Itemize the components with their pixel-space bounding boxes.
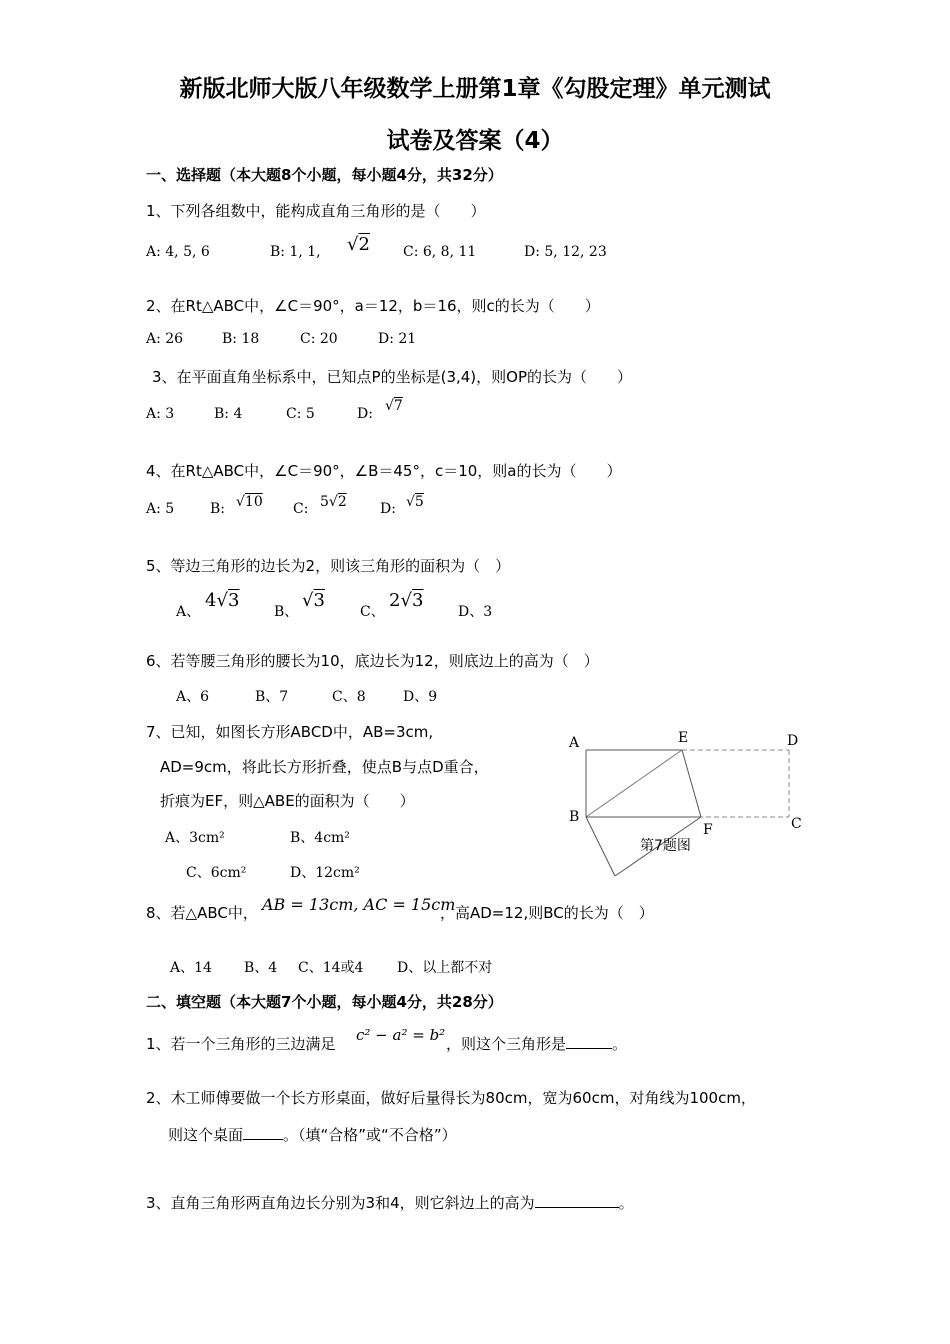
q6-option-d: D、9 <box>403 689 438 705</box>
label-e: E <box>678 730 689 746</box>
section-heading-choice: 一、选择题（本大题8个小题，每小题4分，共32分） <box>146 166 503 184</box>
question-4-text: 4、在Rt△ABC中，∠C＝90°，∠B＝45°，c＝10，则a的长为（ ） <box>146 462 622 480</box>
q1-option-a: A: 4, 5, 6 <box>146 244 210 260</box>
q5-option-c: C、 <box>360 604 385 620</box>
figure-caption: 第7题图 <box>640 838 691 854</box>
q6-option-c: C、8 <box>332 689 366 705</box>
section-heading-fill: 二、填空题（本大题7个小题，每小题4分，共28分） <box>146 993 503 1011</box>
fill-1-formula: c² − a² = b² <box>356 1026 446 1044</box>
question-5-text: 5、等边三角形的边长为2，则该三角形的面积为（ ） <box>146 557 511 575</box>
fill-1-suffix-line: ，则这个三角形是 。 <box>446 1035 628 1053</box>
q2-option-a: A: 26 <box>146 331 184 347</box>
line-be <box>586 750 682 817</box>
q5-option-b-sqrt: √3 <box>302 590 325 611</box>
q2-option-c: C: 20 <box>300 331 338 347</box>
label-a: A <box>569 735 580 751</box>
q1-option-d: D: 5, 12, 23 <box>524 244 607 260</box>
question-7-line1: 7、已知，如图长方形ABCD中，AB=3cm, <box>146 723 434 741</box>
fill-1-blank[interactable] <box>566 1048 612 1049</box>
label-d: D <box>787 733 799 749</box>
q4-option-c: C: <box>293 501 309 517</box>
q6-option-b: B、7 <box>255 689 289 705</box>
q4-option-d-sqrt: √5 <box>406 494 424 510</box>
question-7-line3: 折痕为EF，则△ABE的面积为（ ） <box>160 792 415 810</box>
q5-option-b: B、 <box>274 604 299 620</box>
q4-option-b: B: <box>210 501 226 517</box>
q3-option-a: A: 3 <box>146 406 175 422</box>
fill-3-blank[interactable] <box>535 1207 619 1208</box>
q3-option-d-sqrt: √7 <box>385 398 403 414</box>
q7-option-d: D、12cm² <box>290 865 360 881</box>
q8-option-a: A、14 <box>170 960 212 976</box>
q6-option-a: A、6 <box>176 689 210 705</box>
page-title-line2: 试卷及答案（4） <box>386 128 564 154</box>
label-b: B <box>569 809 580 825</box>
q5-option-a: A、 <box>176 604 201 620</box>
fill-2-line2: 则这个桌面 。（填“合格”或“不合格”） <box>168 1126 457 1144</box>
fill-1-prefix: 1、若一个三角形的三边满足 <box>146 1035 336 1053</box>
q1-option-b: B: 1, 1, <box>270 244 321 260</box>
q5-option-a-value: 4√3 <box>205 590 240 611</box>
q7-option-b: B、4cm² <box>290 830 350 846</box>
label-c: C <box>791 816 802 832</box>
fold-line-ef <box>682 750 701 817</box>
q7-option-a: A、3cm² <box>165 830 225 846</box>
question-7-line2: AD=9cm，将此长方形折叠，使点B与点D重合， <box>160 758 489 776</box>
q4-option-c-value: 5√2 <box>320 494 347 510</box>
question-1-text: 1、下列各组数中，能构成直角三角形的是（ ） <box>146 202 486 220</box>
question-2-text: 2、在Rt△ABC中，∠C＝90°，a＝12，b＝16，则c的长为（ ） <box>146 297 600 315</box>
question-6-text: 6、若等腰三角形的腰长为10，底边长为12，则底边上的高为（ ） <box>146 652 599 670</box>
q1-option-b-sqrt: √2 <box>347 234 370 255</box>
label-f: F <box>703 822 713 838</box>
q2-option-d: D: 21 <box>378 331 417 347</box>
fill-3-line: 3、直角三角形两直角边长分别为3和4，则它斜边上的高为 。 <box>146 1194 634 1212</box>
question-8-prefix: 8、若△ABC中， <box>146 904 258 922</box>
q5-option-c-value: 2√3 <box>389 590 424 611</box>
q3-option-c: C: 5 <box>286 406 315 422</box>
q4-option-b-sqrt: √10 <box>236 494 263 510</box>
q7-option-c: C、6cm² <box>186 865 247 881</box>
q8-option-c: C、14或4 <box>298 960 364 976</box>
q1-option-c: C: 6, 8, 11 <box>403 244 477 260</box>
q7-figure <box>560 725 810 885</box>
question-8-suffix: ，高AD=12,则BC的长为（ ） <box>440 904 654 922</box>
q8-option-b: B、4 <box>244 960 278 976</box>
question-8-formula: AB = 13cm, AC = 15cm <box>262 895 456 914</box>
q4-option-d: D: <box>380 501 396 517</box>
fill-2-line1: 2、木工师傅要做一个长方形桌面，做好后量得长为80cm，宽为60cm，对角线为100cm， <box>146 1089 756 1107</box>
q4-option-a: A: 5 <box>146 501 175 517</box>
question-3-text: 3、在平面直角坐标系中，已知点P的坐标是(3,4)，则OP的长为（ ） <box>152 368 633 386</box>
q8-option-d: D、以上都不对 <box>397 960 493 976</box>
q3-option-d: D: <box>357 406 373 422</box>
folded-edge-b <box>586 817 615 876</box>
q5-option-d: D、3 <box>458 604 493 620</box>
q2-option-b: B: 18 <box>222 331 260 347</box>
q3-option-b: B: 4 <box>214 406 243 422</box>
fill-2-blank[interactable] <box>243 1139 283 1140</box>
page-title-line1: 新版北师大版八年级数学上册第1章《勾股定理》单元测试 <box>179 76 771 102</box>
